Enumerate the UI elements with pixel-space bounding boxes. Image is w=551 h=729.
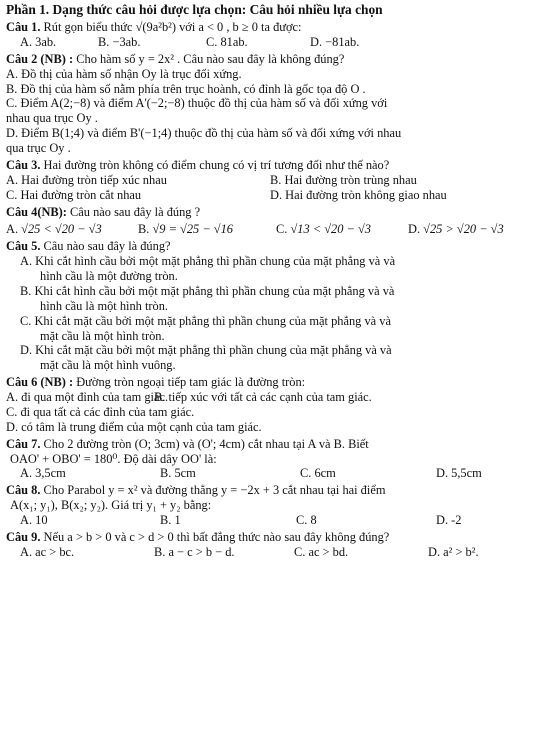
question-4-options [6, 222, 545, 237]
q4-option-d-letter: D. [408, 222, 421, 237]
question-2-text: Cho hàm số y = 2x² . Câu nào sau đây là không đúng? [76, 51, 345, 66]
question-6 [6, 375, 545, 390]
q1-option-c[interactable]: C. 81ab. [206, 34, 248, 49]
q2-option-c-cont: nhau qua trục Oy . [6, 111, 98, 126]
q2-option-b[interactable]: B. Đồ thị của hàm số nằm phía trên trục hoành, có đỉnh là gốc tọa độ O . [6, 81, 366, 96]
q9-option-b[interactable]: B. a − c > b − d. [154, 544, 235, 559]
q2-option-c[interactable]: C. Điểm A(2;−8) và điểm A'(−2;−8) thuộc đồ thị của hàm số và đối xứng với [6, 96, 388, 111]
question-7-label: Câu 7. [6, 436, 41, 451]
q1-option-b[interactable]: B. −3ab. [98, 34, 141, 49]
q8-option-a[interactable]: A. 10 [20, 513, 48, 528]
q3-option-c[interactable]: C. Hai đường tròn cắt nhau [6, 187, 142, 202]
q3-option-b[interactable]: B. Hai đường tròn trùng nhau [270, 172, 417, 187]
q6-option-b[interactable]: B. tiếp xúc với tất cả các cạnh của tam giác. [154, 390, 372, 405]
q9-option-a[interactable]: A. ac > bc. [20, 544, 75, 559]
question-3-label: Câu 3. [6, 157, 41, 172]
question-9-text: Nếu a > b > 0 và c > d > 0 thì bất đẳng thức nào sau đây không đúng? [43, 529, 390, 544]
q7-option-b[interactable]: B. 5cm [160, 466, 196, 481]
question-6-label: Câu 6 (NB) : [6, 375, 74, 390]
question-3-options-row1 [6, 173, 545, 188]
question-5-label: Câu 5. [6, 239, 41, 254]
q4-option-c-letter: C. [276, 222, 288, 237]
q8-option-b[interactable]: B. 1 [160, 513, 181, 528]
question-1-text: Rút gọn biểu thức √(9a²b²) với a < 0 , b ≥ 0 ta được: [43, 20, 302, 35]
question-5-text: Câu nào sau đây là đúng? [43, 239, 171, 254]
q5-option-b[interactable]: B. Khi cắt hình cầu bởi một mặt phẳng thì phần chung của mặt phẳng và và [20, 283, 395, 298]
q2-option-d-cont: qua trục Oy . [6, 141, 71, 156]
q7-option-a[interactable]: A. 3,5cm [20, 466, 66, 481]
q5-option-d[interactable]: D. Khi cắt mặt cầu bởi một mặt phẳng thì phần chung của mặt phẳng và và [20, 343, 392, 358]
question-3 [6, 158, 545, 173]
question-3-text: Hai đường tròn không có điểm chung có vị trí tương đối như thế nào? [43, 157, 390, 172]
question-7-text: Cho 2 đường tròn (O; 3cm) và (O'; 4cm) cắt nhau tại A và B. Biết [43, 436, 369, 451]
q5-option-d-cont: mặt cầu là một hình vuông. [40, 358, 176, 373]
question-8-label: Câu 8. [6, 483, 41, 498]
q4-option-a-letter: A. [6, 222, 19, 237]
q6-option-c[interactable]: C. đi qua tất cả các đỉnh của tam giác. [6, 404, 195, 419]
q6-option-d[interactable]: D. có tâm là trung điểm của một cạnh của tam giác. [6, 419, 262, 434]
q4-option-c-expr: √13 < √20 − √3 [290, 222, 371, 237]
q1-option-d[interactable]: D. −81ab. [310, 34, 360, 49]
question-8-options [6, 513, 545, 528]
q8-option-c[interactable]: C. 8 [296, 513, 317, 528]
q4-option-b[interactable] [138, 222, 276, 237]
question-7-options [6, 466, 545, 481]
question-7 [6, 437, 545, 452]
q8-option-d[interactable]: D. -2 [436, 513, 462, 528]
q3-option-a[interactable]: A. Hai đường tròn tiếp xúc nhau [6, 172, 167, 187]
q4-option-b-letter: B. [138, 222, 150, 237]
question-1-label: Câu 1. [6, 20, 41, 35]
q9-option-d[interactable]: D. a² > b². [428, 544, 479, 559]
q4-option-c[interactable] [276, 222, 408, 237]
question-7-text-cont: OAO' + OBO' = 180⁰. Độ dài dây OO' là: [10, 451, 217, 466]
q7-option-d[interactable]: D. 5,5cm [436, 466, 482, 481]
question-8 [6, 483, 545, 498]
q6-option-a[interactable]: A. đi qua một đỉnh của tam giác. [6, 390, 169, 405]
question-5 [6, 239, 545, 254]
question-2-label: Câu 2 (NB) : [6, 51, 74, 66]
question-2 [6, 52, 545, 67]
q5-option-c[interactable]: C. Khi cắt mặt cầu bởi một mặt phẳng thì phần chung của mặt phẳng và và [20, 313, 391, 328]
question-1-options [6, 35, 545, 50]
q2-option-a[interactable]: A. Đồ thị của hàm số nhận Oy là trục đối xứng. [6, 66, 242, 81]
q4-option-d[interactable] [408, 222, 504, 237]
q5-option-a-cont: hình cầu là một đường tròn. [40, 269, 178, 284]
q4-option-a-expr: √25 < √20 − √3 [21, 222, 102, 237]
q7-option-c[interactable]: C. 6cm [300, 466, 336, 481]
q4-option-d-expr: √25 > √20 − √3 [423, 222, 504, 237]
question-9 [6, 530, 545, 545]
question-9-options [6, 545, 545, 560]
question-9-label: Câu 9. [6, 529, 41, 544]
question-4-label: Câu 4(NB): [6, 204, 67, 219]
q5-option-b-cont: hình cầu là một hình tròn. [40, 298, 169, 313]
question-6-text: Đường tròn ngoại tiếp tam giác là đường tròn: [76, 375, 306, 390]
q1-option-a[interactable]: A. 3ab. [20, 34, 57, 49]
question-1 [6, 20, 545, 35]
question-4-text: Câu nào sau đây là đúng ? [70, 204, 201, 219]
q5-option-a[interactable]: A. Khi cắt hình cầu bởi một mặt phẳng thì phần chung của mặt phẳng và và [20, 254, 396, 269]
q9-option-c[interactable]: C. ac > bd. [294, 544, 349, 559]
question-8-text-cont: A(x₁; y₁), B(x₂; y₂). Giá trị y₁ + y₂ bằng: [10, 498, 212, 513]
q2-option-d[interactable]: D. Điểm B(1;4) và điểm B'(−1;4) thuộc đồ thị của hàm số và đối xứng với nhau [6, 126, 402, 141]
question-8-text: Cho Parabol y = x² và đường thẳng y = −2x + 3 cắt nhau tại hai điểm [43, 483, 386, 498]
question-4 [6, 205, 545, 220]
q5-option-c-cont: mặt cầu là một hình tròn. [40, 328, 165, 343]
q4-option-a[interactable] [6, 222, 138, 237]
q4-option-b-expr: √9 = √25 − √16 [152, 222, 233, 237]
q3-option-d[interactable]: D. Hai đường tròn không giao nhau [270, 187, 447, 202]
section-title: Phần 1. Dạng thức câu hỏi được lựa chọn: Câu hỏi nhiều lựa chọn [6, 2, 383, 17]
question-6-options-row1 [6, 390, 545, 405]
question-3-options-row2 [6, 188, 545, 203]
